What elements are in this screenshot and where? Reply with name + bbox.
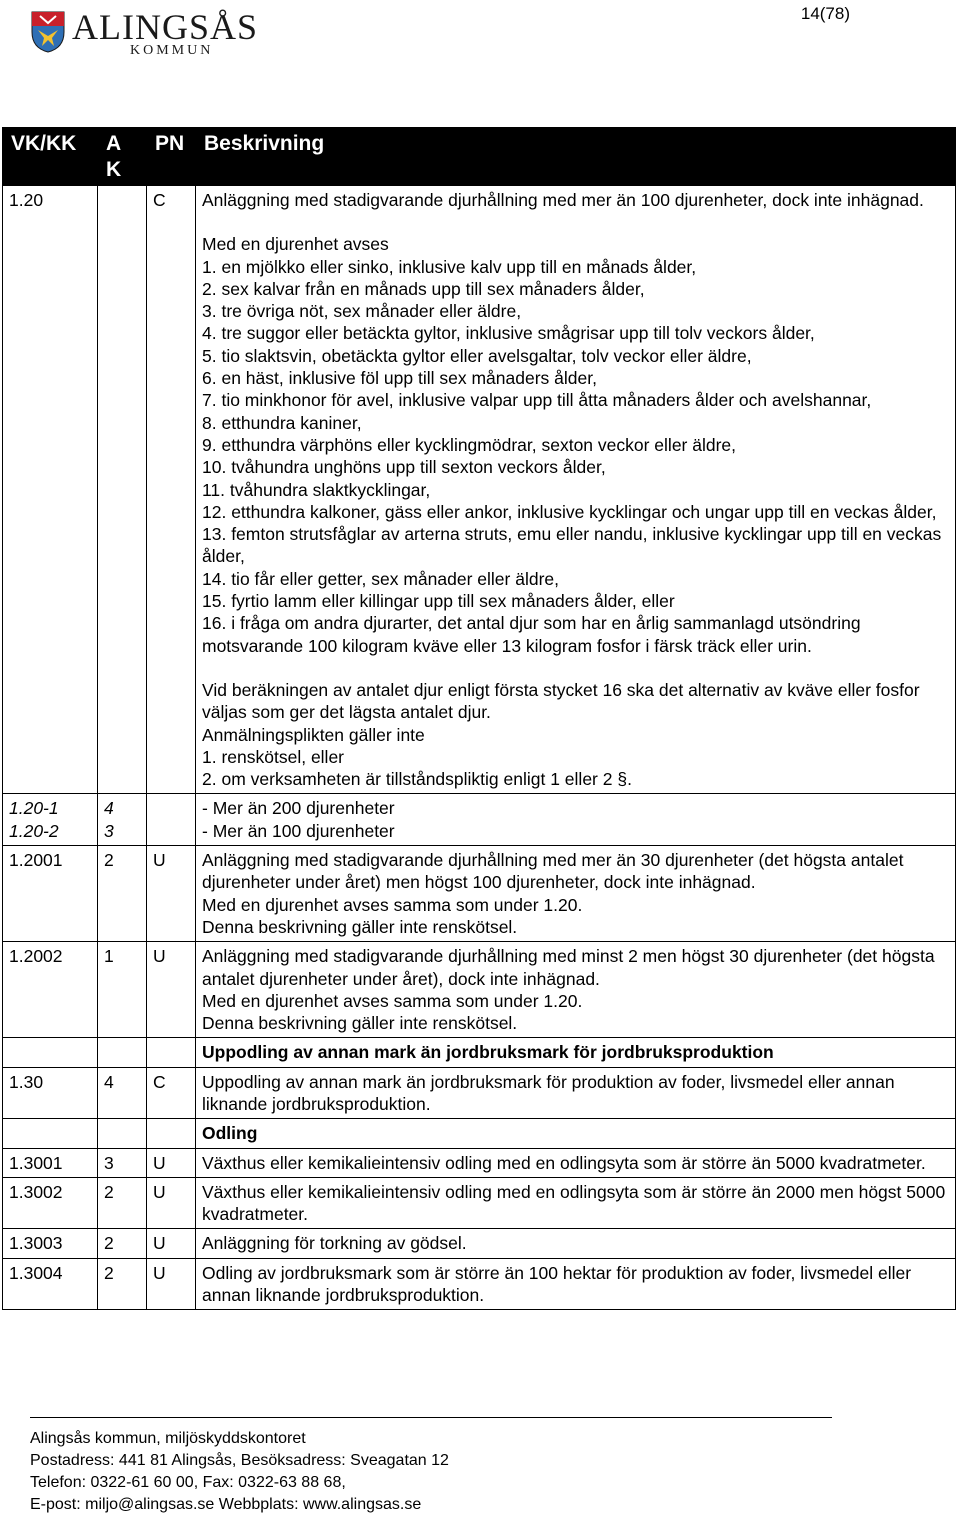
description-line: 8. etthundra kaniner, — [202, 412, 362, 433]
description-line: 11. tvåhundra slaktkycklingar, — [202, 479, 431, 500]
description-cell — [196, 186, 956, 794]
footer-organisation: Alingsås kommun, miljöskyddskontoret — [30, 1430, 306, 1447]
table-row — [3, 846, 956, 942]
footer-address: Postadress: 441 81 Alingsås, Besöksadress: Sveagatan 12 — [30, 1452, 449, 1469]
description-line: Med en djurenhet avses samma som under 1.20. — [202, 894, 583, 915]
description-line: Anläggning med stadigvarande djurhållning med mer än 30 djurenheter (det högsta antalet djurenheter under året) men högst 100 djurenheter, dock inte inhägnad. — [202, 850, 904, 893]
ak-cell: 4 3 — [98, 794, 147, 846]
footer-email-web: E-post: miljo@alingsas.se Webbplats: www.alingsas.se — [30, 1496, 422, 1513]
pn-cell: C — [147, 186, 196, 794]
description-line: Växthus eller kemikalieintensiv odling med en odlingsyta som är större än 2000 men högst 5000 kvadratmeter. — [202, 1181, 946, 1225]
empty-cell — [3, 1038, 98, 1067]
pn-cell: U — [147, 942, 196, 1038]
description-line: 12. etthundra kalkoner, gäss eller ankor, inklusive kycklingar och ungar upp till en veckas ålder, — [202, 501, 937, 522]
ak-cell: 2 — [98, 1177, 147, 1229]
activity-code-cell: 1.30 — [3, 1067, 98, 1119]
pn-cell: U — [147, 1177, 196, 1229]
coat-of-arms-icon — [30, 10, 66, 54]
description-cell — [196, 846, 956, 942]
description-line: 2. om verksamheten är tillståndspliktig enligt 1 eller 2 §. — [202, 769, 632, 790]
activity-code-cell: 1.3004 — [3, 1258, 98, 1310]
empty-cell — [147, 1038, 196, 1067]
empty-cell — [3, 1119, 98, 1148]
column-header-beskrivning: Beskrivning — [196, 128, 956, 186]
ak-cell: 2 — [98, 1258, 147, 1310]
activity-code-cell: 1.3002 — [3, 1177, 98, 1229]
section-heading-row — [3, 1119, 956, 1148]
description-line: 16. i fråga om andra djurarter, det antal djur som har en årlig sammanlagd utsöndring motsvarande 100 kilogram kväve eller 13 kilogram fosfor i färsk träck eller urin. — [202, 613, 861, 656]
description-cell — [196, 942, 956, 1038]
table-row — [3, 1229, 956, 1258]
ak-cell: 2 — [98, 1229, 147, 1258]
activity-code-cell: 1.2001 — [3, 846, 98, 942]
description-line: 13. femton strutsfåglar av arterna struts, emu eller nandu, inklusive kycklingar upp till en veckas ålder, — [202, 524, 942, 567]
description-line: 3. tre övriga nöt, sex månader eller äldre, — [202, 301, 522, 322]
description-line: Denna beskrivning gäller inte renskötsel. — [202, 1013, 518, 1034]
activity-code-cell: 1.20 — [3, 186, 98, 794]
description-cell — [196, 794, 956, 846]
footer-divider — [30, 1417, 832, 1418]
table-row — [3, 1148, 956, 1177]
page-footer — [30, 1428, 449, 1516]
column-header-vk-kk: VK/KK — [3, 128, 98, 186]
section-heading-row — [3, 1038, 956, 1067]
footer-phone: Telefon: 0322-61 60 00, Fax: 0322-63 88 68, — [30, 1474, 346, 1491]
description-line: Med en djurenhet avses samma som under 1.20. — [202, 990, 583, 1011]
description-line: Växthus eller kemikalieintensiv odling med en odlingsyta som är större än 5000 kvadratmeter. — [202, 1152, 926, 1173]
description-line: 5. tio slaktsvin, obetäckta gyltor eller avelsgaltar, tolv veckor eller äldre, — [202, 345, 752, 366]
description-line: Anmälningsplikten gäller inte — [202, 724, 425, 745]
alingsas-kommun-logo — [30, 8, 270, 58]
description-cell — [196, 1229, 956, 1258]
description-line: 6. en häst, inklusive föl upp till sex månaders ålder, — [202, 368, 597, 389]
page-header — [0, 0, 960, 70]
table-row — [3, 942, 956, 1038]
pn-cell: U — [147, 1229, 196, 1258]
empty-cell — [147, 1119, 196, 1148]
page-number: 14(78) — [800, 4, 850, 23]
pn-cell: U — [147, 846, 196, 942]
description-line: 14. tio får eller getter, sex månader eller äldre, — [202, 568, 559, 589]
description-cell — [196, 1258, 956, 1310]
description-line: 2. sex kalvar från en månads upp till sex månaders ålder, — [202, 278, 645, 299]
description-cell — [196, 1148, 956, 1177]
ak-cell: 1 — [98, 942, 147, 1038]
description-line: Anläggning för torkning av gödsel. — [202, 1233, 467, 1254]
logo-subtitle: KOMMUN — [130, 43, 214, 58]
activity-code-cell: 1.3003 — [3, 1229, 98, 1258]
description-line: Denna beskrivning gäller inte renskötsel. — [202, 916, 518, 937]
description-line: 7. tio minkhonor för avel, inklusive valpar upp till åtta månaders ålder och avelshannar, — [202, 390, 872, 411]
pn-cell: C — [147, 1067, 196, 1119]
activity-code-cell: 1.2002 — [3, 942, 98, 1038]
pn-cell — [147, 794, 196, 846]
description-line: Anläggning med stadigvarande djurhållning med minst 2 men högst 30 djurenheter (det högsta antalet djurenheter under året), dock inte inhägnad. — [202, 946, 935, 989]
pn-cell: U — [147, 1258, 196, 1310]
ak-cell — [98, 186, 147, 794]
table-row — [3, 1067, 956, 1119]
pn-cell: U — [147, 1148, 196, 1177]
description-line: 9. etthundra värphöns eller kycklingmödrar, sexton veckor eller äldre, — [202, 434, 737, 455]
section-heading: Uppodling av annan mark än jordbruksmark för jordbruksproduktion — [196, 1038, 956, 1067]
description-cell — [196, 1177, 956, 1229]
description-line: Uppodling av annan mark än jordbruksmark för produktion av foder, livsmedel eller annan liknande jordbruksproduktion. — [202, 1071, 895, 1114]
description-line: Odling av jordbruksmark som är större än 100 hektar för produktion av foder, livsmedel eller annan liknande jordbruksproduktion. — [202, 1262, 912, 1306]
description-line: Vid beräkningen av antalet djur enligt första stycket 16 ska det alternativ av kväve eller fosfor väljas som ger det lägsta antalet djur. — [202, 679, 920, 723]
description-cell — [196, 1067, 956, 1119]
table-header-row — [3, 128, 956, 186]
table-row — [3, 1258, 956, 1310]
paragraph-gap — [202, 657, 951, 679]
description-line: 15. fyrtio lamm eller killingar upp till sex månaders ålder, eller — [202, 591, 675, 612]
ak-cell: 2 — [98, 846, 147, 942]
paragraph-gap — [202, 211, 951, 233]
column-header-ak: A K — [98, 128, 147, 186]
table-row — [3, 794, 956, 846]
empty-cell — [98, 1038, 147, 1067]
logo-name: ALINGSÅS — [72, 7, 259, 47]
activity-code-cell: 1.3001 — [3, 1148, 98, 1177]
empty-cell — [98, 1119, 147, 1148]
description-line: 1. renskötsel, eller — [202, 746, 345, 767]
activity-table — [2, 127, 956, 1310]
description-line: Med en djurenhet avses — [202, 234, 389, 255]
column-header-pn: PN — [147, 128, 196, 186]
activity-code-cell: 1.20-1 1.20-2 — [3, 794, 98, 846]
table-row — [3, 186, 956, 794]
description-line: - Mer än 100 djurenheter — [202, 820, 395, 841]
ak-cell: 4 — [98, 1067, 147, 1119]
description-line: - Mer än 200 djurenheter — [202, 798, 395, 819]
section-heading: Odling — [196, 1119, 956, 1148]
description-line: 4. tre suggor eller betäckta gyltor, inklusive smågrisar upp till tolv veckors ålder, — [202, 323, 815, 344]
table-row — [3, 1177, 956, 1229]
description-line: 10. tvåhundra unghöns upp till sexton veckors ålder, — [202, 457, 606, 478]
ak-cell: 3 — [98, 1148, 147, 1177]
description-line: 1. en mjölkko eller sinko, inklusive kalv upp till en månads ålder, — [202, 256, 697, 277]
description-line: Anläggning med stadigvarande djurhållning med mer än 100 djurenheter, dock inte inhägnad. — [202, 190, 924, 210]
